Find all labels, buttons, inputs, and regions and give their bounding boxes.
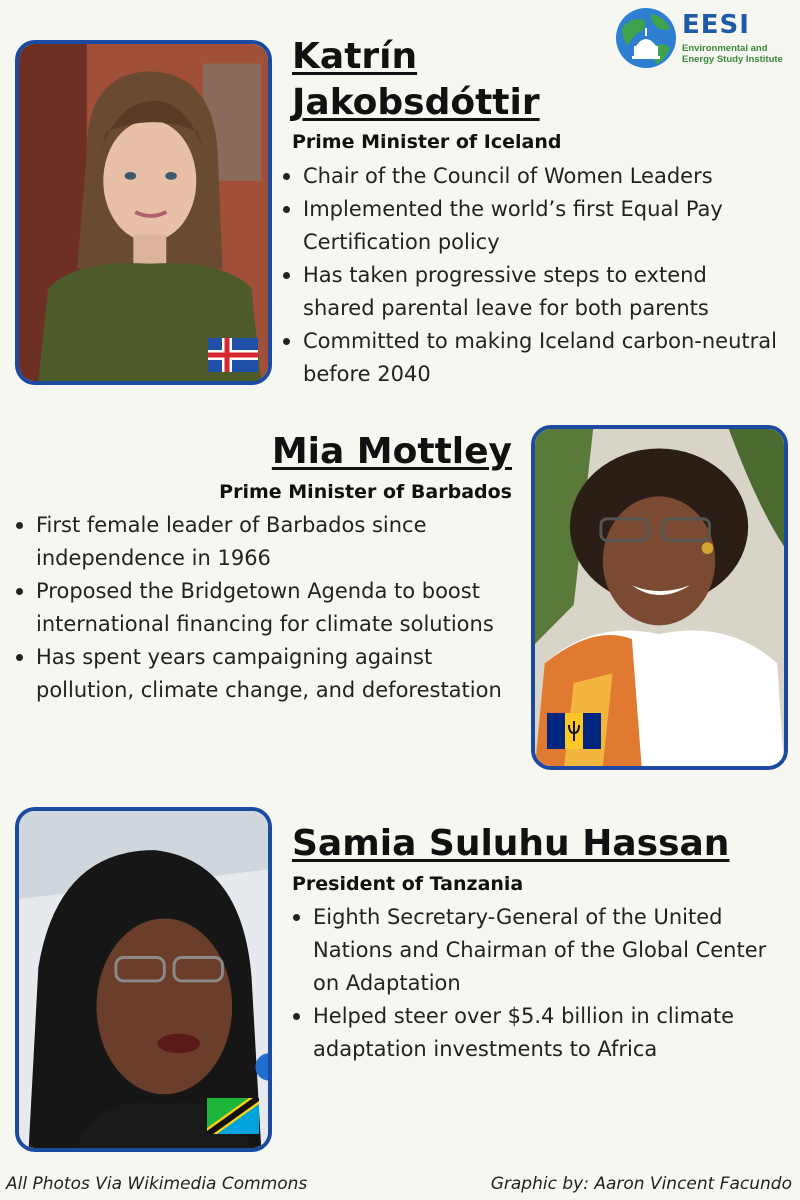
list-item: Helped steer over $5.4 billion in climate adaptation investments to Africa [289,1000,789,1066]
list-item: Has spent years campaigning against pollution, climate change, and deforestation [12,641,502,707]
list-item: Proposed the Bridgetown Agenda to boost international financing for climate solutions [12,575,502,641]
leader-role-1: Prime Minister of Iceland [292,131,562,153]
list-item: First female leader of Barbados since independence in 1966 [12,509,502,575]
leader-photo-1 [15,40,272,385]
list-item: Implemented the world’s first Equal Pay Certification policy [279,193,779,259]
list-item: Chair of the Council of Women Leaders [279,160,779,193]
leader-role-2: Prime Minister of Barbados [219,481,512,503]
globe-capitol-icon [614,6,678,70]
tanzania-flag-icon [207,1098,259,1134]
leader-name-3: Samia Suluhu Hassan [292,823,730,864]
leader-bullets-2 [12,509,502,707]
iceland-flag-icon [208,338,258,372]
logo-name: EESI [682,10,750,40]
barbados-flag-icon [547,713,601,749]
list-item: Has taken progressive steps to extend shared parental leave for both parents [279,259,779,325]
leader-bullets-3 [289,901,789,1066]
list-item: Eighth Secretary-General of the United Nations and Chairman of the Global Center on Adaptation [289,901,789,1000]
list-item: Committed to making Iceland carbon-neutral before 2040 [279,325,779,391]
eesi-logo [614,6,796,70]
logo-subtitle: Environmental and Energy Study Institute [682,43,783,65]
leader-name-1: Katrín Jakobsdóttir [292,36,540,123]
photo-credit: All Photos Via Wikimedia Commons [6,1174,308,1194]
leader-name-2: Mia Mottley [271,431,512,472]
leader-role-3: President of Tanzania [292,873,524,895]
leader-bullets-1 [279,160,779,391]
graphic-credit: Graphic by: Aaron Vincent Facundo [490,1174,792,1194]
